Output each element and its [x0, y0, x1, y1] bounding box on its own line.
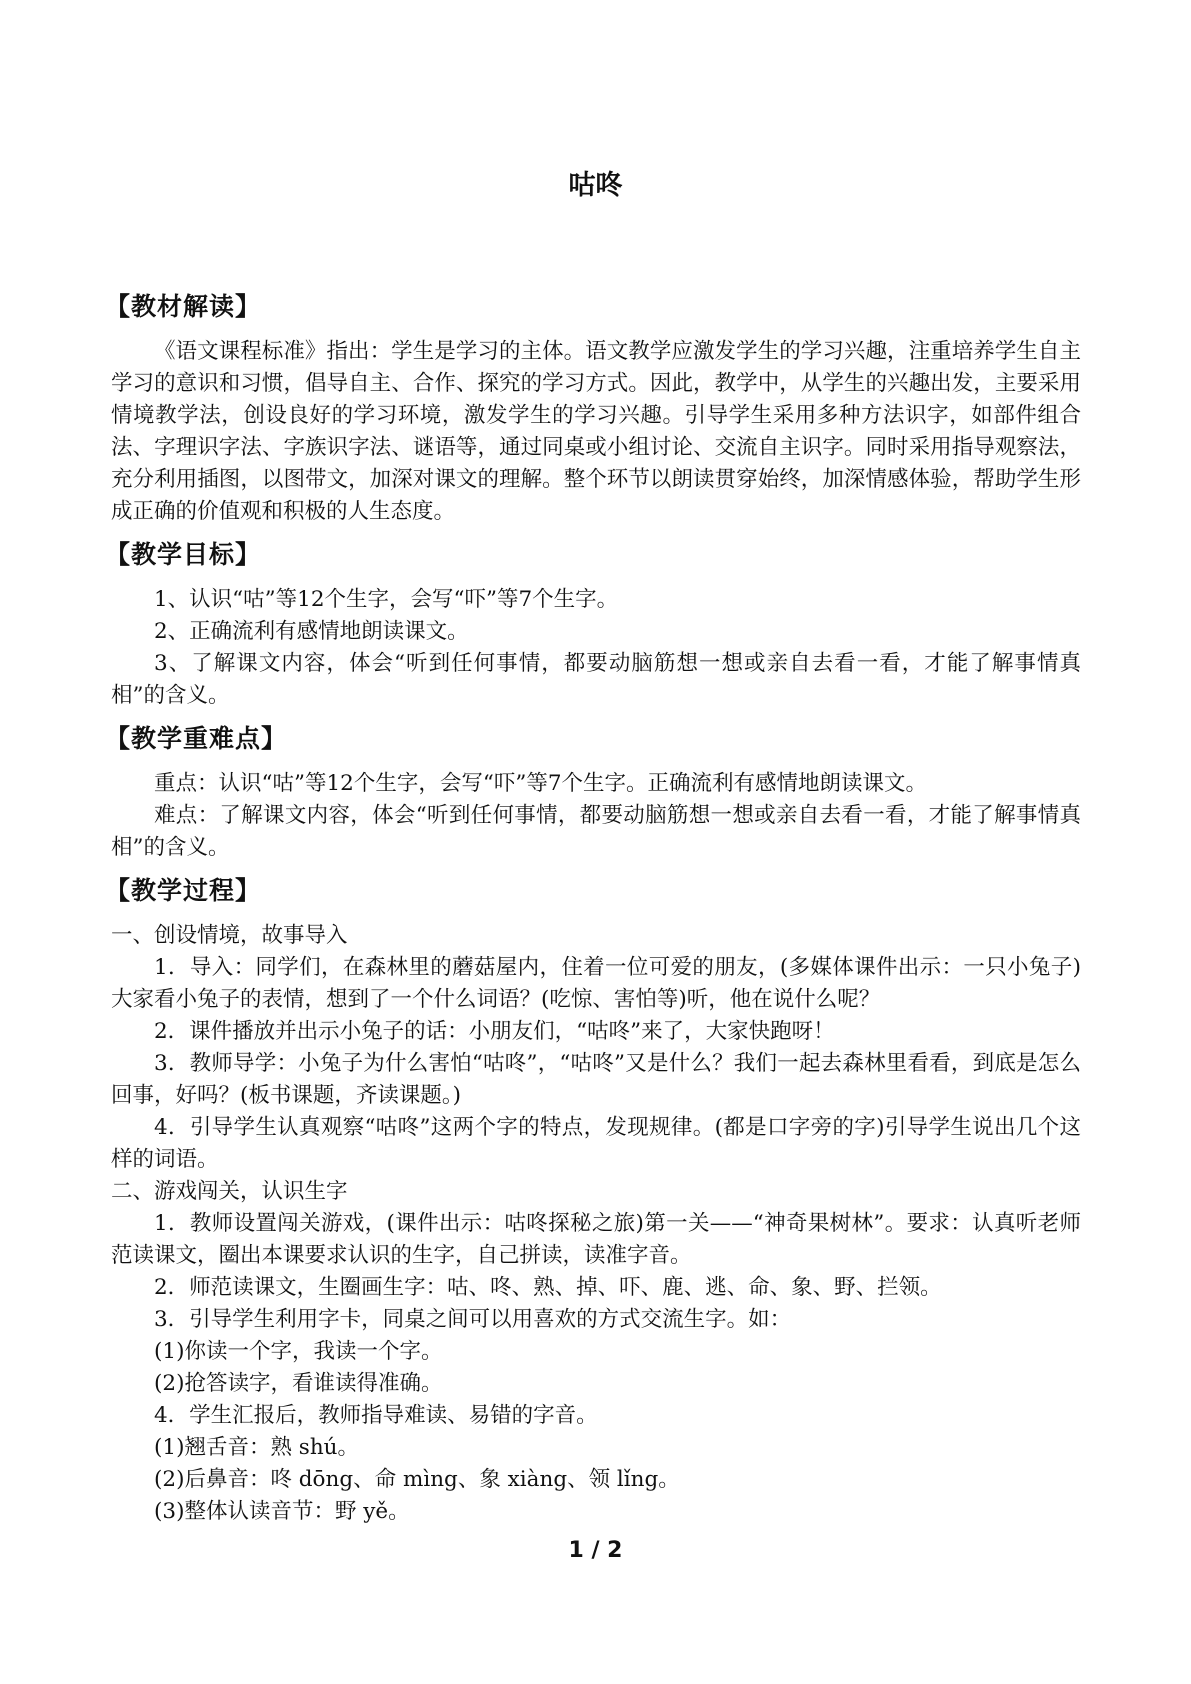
process-substep: (1)你读一个字，我读一个字。 [154, 1339, 443, 1364]
process-part-title: 一、创设情境，故事导入 [111, 923, 348, 948]
difficult-point: 难点：了解课文内容，体会“听到任何事情，都要动脑筋想一想或亲自去看一看，才能了解事情真相”的含义。 [111, 803, 1081, 860]
section-heading: 【教学过程】 [105, 876, 262, 905]
process-substep: (2)抢答读字，看谁读得准确。 [154, 1371, 443, 1396]
section-heading: 【教材解读】 [105, 292, 262, 321]
section-textbook-reading [105, 290, 1081, 528]
section-key-points [105, 722, 1081, 864]
section-heading: 【教学重难点】 [105, 724, 288, 753]
process-step: 3．引导学生利用字卡，同桌之间可以用喜欢的方式交流生字。如： [154, 1307, 792, 1332]
section-heading: 【教学目标】 [105, 540, 262, 569]
process-step: 2．课件播放并出示小兔子的话：小朋友们，“咕咚”来了，大家快跑呀！ [154, 1019, 835, 1044]
key-point: 重点：认识“咕”等12个生字，会写“吓”等7个生字。正确流利有感情地朗读课文。 [154, 771, 928, 796]
process-substep: (1)翘舌音：熟 shú。 [154, 1435, 360, 1460]
section-teaching-process [105, 874, 1081, 1528]
process-substep: (3)整体认读音节：野 yě。 [154, 1499, 410, 1524]
process-step: 4．引导学生认真观察“咕咚”这两个字的特点，发现规律。(都是口字旁的字)引导学生说出几个这样的词语。 [111, 1115, 1081, 1172]
process-step: 3．教师导学：小兔子为什么害怕“咕咚”，“咕咚”又是什么？我们一起去森林里看看，到底是怎么回事，好吗？(板书课题，齐读课题。) [111, 1051, 1081, 1108]
document-title: 咕咚 [568, 170, 623, 201]
document-body [105, 290, 1081, 1538]
process-substep: (2)后鼻音：咚 dōng、命 mìng、象 xiàng、领 lǐng。 [154, 1467, 680, 1492]
goal-item: 3、了解课文内容，体会“听到任何事情，都要动脑筋想一想或亲自去看一看，才能了解事情真相”的含义。 [111, 651, 1081, 708]
paragraph: 《语文课程标准》指出：学生是学习的主体。语文教学应激发学生的学习兴趣，注重培养学生自主学习的意识和习惯，倡导自主、合作、探究的学习方式。因此，教学中，从学生的兴趣出发，主要采用情境教学法，创设良好的学习环境，激发学生的学习兴趣。引导学生采用多种方法识字，如部件组合法、字理识字法、字族识字法、谜语等，通过同桌或小组讨论、交流自主识字。同时采用指导观察法，充分利用插图，以图带文，加深对课文的理解。整个环节以朗读贯穿始终，加深情感体验，帮助学生形成正确的价值观和积极的人生态度。 [111, 339, 1081, 524]
process-part-title: 二、游戏闯关，认识生字 [111, 1179, 348, 1204]
process-step: 1．教师设置闯关游戏，(课件出示：咕咚探秘之旅)第一关——“神奇果树林”。要求：认真听老师范读课文，圈出本课要求认识的生字，自己拼读，读准字音。 [111, 1211, 1081, 1268]
section-teaching-goals [105, 538, 1081, 712]
goal-item: 2、正确流利有感情地朗读课文。 [154, 619, 469, 644]
goal-item: 1、认识“咕”等12个生字，会写“吓”等7个生字。 [154, 587, 619, 612]
process-step: 4．学生汇报后，教师指导难读、易错的字音。 [154, 1403, 598, 1428]
page-number: 1 / 2 [568, 1538, 623, 1563]
process-step: 1．导入：同学们，在森林里的蘑菇屋内，住着一位可爱的朋友，(多媒体课件出示：一只小兔子)大家看小兔子的表情，想到了一个什么词语？(吃惊、害怕等)听，他在说什么呢？ [111, 955, 1081, 1012]
process-step: 2．师范读课文，生圈画生字：咕、咚、熟、掉、吓、鹿、逃、命、象、野、拦领。 [154, 1275, 942, 1300]
